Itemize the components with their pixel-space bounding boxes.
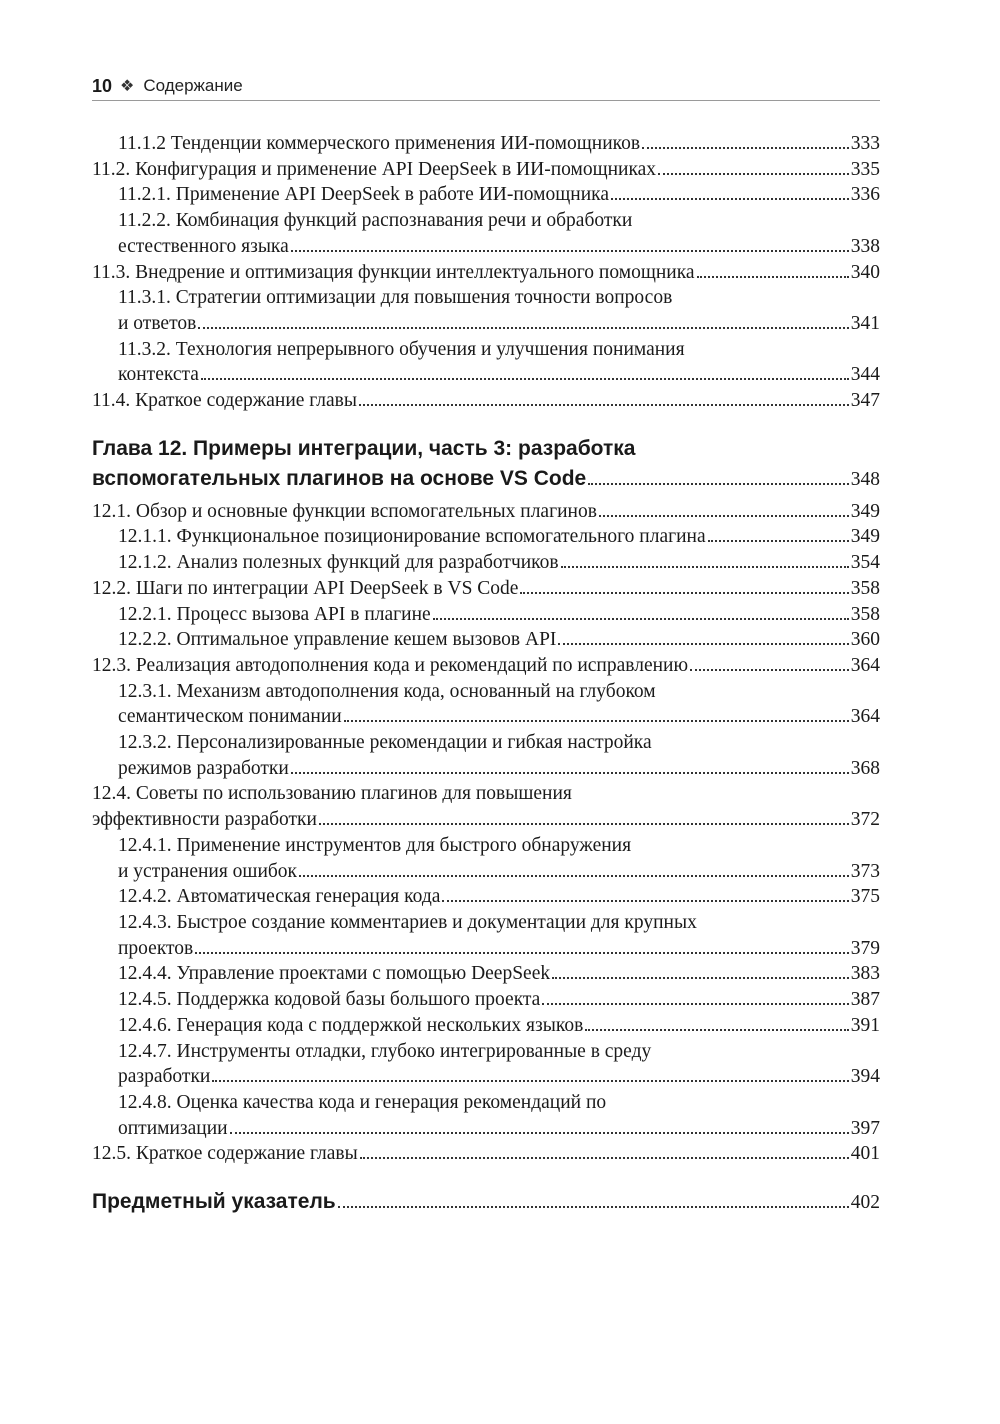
leader-dots (690, 669, 849, 671)
toc-entry-page: 387 (850, 989, 880, 1011)
toc-entry (92, 208, 880, 259)
toc-entry-line (92, 157, 880, 183)
leader-dots (360, 1157, 849, 1159)
toc-entry (92, 602, 880, 628)
leader-dots (201, 378, 849, 380)
toc-entry-title-line: 12.3.1. Механизм автодополнения кода, основанный на глубоком (118, 680, 656, 702)
toc-entry-page: 402 (850, 1192, 880, 1214)
toc-entry-title: 11.2.1. Применение API DeepSeek в работе ИИ-помощника (118, 184, 609, 206)
toc-entry-page: 348 (850, 468, 880, 490)
toc-entry (92, 833, 880, 884)
leader-dots (212, 1080, 848, 1082)
toc-entry-title: 11.3. Внедрение и оптимизация функции интеллектуального помощника (92, 261, 695, 283)
toc-entry-page: 391 (850, 1014, 880, 1036)
toc-entry-title: 11.4. Краткое содержание главы (92, 390, 357, 412)
toc-entry (92, 1141, 880, 1167)
toc-entry-line (118, 961, 880, 987)
toc-entry-page: 333 (850, 133, 880, 154)
toc-entry-title: и устранения ошибок (118, 860, 298, 882)
toc-entry-line (118, 234, 880, 260)
toc-entry-line (92, 653, 880, 679)
toc-entry-title-line: 12.4.7. Инструменты отладки, глубоко интегрированные в среду (118, 1040, 652, 1062)
toc-entry (92, 910, 880, 961)
toc-entry-title: контекста (118, 364, 199, 386)
table-of-contents (92, 131, 880, 1218)
toc-entry-title: разработки (118, 1066, 211, 1088)
toc-entry (92, 987, 880, 1013)
toc-entry-title: 12.4.6. Генерация кода с поддержкой нескольких языков (118, 1014, 584, 1036)
toc-entry-page: 338 (850, 235, 880, 257)
toc-entry (92, 182, 880, 208)
toc-entry-line (118, 859, 880, 885)
toc-entry-page: 340 (850, 261, 880, 283)
toc-entry-line (118, 602, 880, 628)
toc-entry-page: 379 (850, 937, 880, 959)
toc-entry-title-line: 12.4.8. Оценка качества кода и генерация рекомендаций по (118, 1091, 607, 1113)
toc-entry-title-line: 12.4.3. Быстрое создание комментариев и документации для крупных (118, 911, 697, 933)
toc-entry-title: 12.2.1. Процесс вызова API в плагине (118, 603, 431, 625)
toc-entry-line (118, 182, 880, 208)
toc-entry-line (92, 499, 880, 525)
toc-entry-page: 373 (850, 860, 880, 882)
running-header (92, 72, 880, 101)
toc-entry (92, 388, 880, 414)
toc-entry (92, 524, 880, 550)
toc-entry-line (118, 884, 880, 910)
toc-entry-page: 368 (850, 757, 880, 779)
toc-entry-title: 12.4.2. Автоматическая генерация кода (118, 886, 441, 908)
toc-entry-page: 354 (850, 552, 880, 574)
toc-block-chapter-11 (92, 131, 880, 414)
toc-entry (92, 679, 880, 730)
toc-entry-title-line: 11.2.2. Комбинация функций распознавания речи и обработки (118, 210, 633, 232)
leader-dots (433, 618, 849, 620)
leader-dots (588, 483, 849, 485)
toc-entry-line (118, 704, 880, 730)
leader-dots (442, 900, 848, 902)
leader-dots (338, 1206, 849, 1208)
toc-entry-title: 11.2. Конфигурация и применение API DeepSeek в ИИ-помощниках (92, 158, 657, 180)
leader-dots (542, 1003, 848, 1005)
toc-entry-line (118, 311, 880, 337)
toc-entry-title: семантическом понимании (118, 706, 342, 728)
toc-entry-line (92, 807, 880, 833)
leader-dots (198, 327, 848, 329)
toc-entry-page: 335 (850, 158, 880, 180)
toc-entry-title: 12.1. Обзор и основные функции вспомогательных плагинов (92, 500, 597, 522)
toc-entry-page: 401 (850, 1143, 880, 1165)
toc-entry-title: 12.3. Реализация автодополнения кода и рекомендаций по исправлению (92, 654, 689, 676)
toc-entry-page: 375 (850, 886, 880, 908)
toc-entry-page: 364 (850, 706, 880, 728)
leader-dots (697, 276, 849, 278)
toc-entry (92, 1039, 880, 1090)
leader-dots (195, 952, 848, 954)
leader-dots (230, 1132, 849, 1134)
toc-entry (92, 627, 880, 653)
toc-entry-line (118, 131, 880, 157)
toc-entry-line (92, 388, 880, 414)
toc-entry-page: 372 (850, 809, 880, 831)
toc-entry-line (118, 627, 880, 653)
toc-entry (92, 285, 880, 336)
toc-entry (92, 1090, 880, 1141)
leader-dots (611, 198, 849, 200)
leader-dots (599, 515, 849, 517)
toc-entry-page: 336 (850, 184, 880, 206)
toc-entry-title: и ответов (118, 312, 197, 334)
toc-entry-page: 397 (850, 1117, 880, 1139)
toc-entry-page: 349 (850, 500, 880, 522)
toc-entry-line (92, 1187, 880, 1218)
toc-entry-title: вспомогательных плагинов на основе VS Code (92, 466, 587, 490)
chapter-heading (92, 434, 880, 495)
toc-entry (92, 1013, 880, 1039)
leader-dots (585, 1029, 848, 1031)
toc-chapter-12 (92, 434, 880, 495)
leader-dots (520, 592, 848, 594)
toc-entry-title-line: 11.3.1. Стратегии оптимизации для повышения точности вопросов (118, 287, 673, 309)
leader-dots (558, 643, 848, 645)
toc-entry-title: 12.2.2. Оптимальное управление кешем вызовов API (118, 629, 557, 651)
toc-entry-line (118, 362, 880, 388)
toc-entry-title: проектов (118, 937, 194, 959)
toc-entry-line (118, 1064, 880, 1090)
toc-entry (92, 550, 880, 576)
toc-entry-page: 344 (850, 364, 880, 386)
toc-entry-title: оптимизации (118, 1117, 228, 1139)
toc-entry (92, 781, 880, 832)
leader-dots (708, 540, 849, 542)
toc-entry (92, 157, 880, 183)
leader-dots (642, 147, 849, 149)
toc-entry-title: 12.4.4. Управление проектами с помощью DeepSeek (118, 963, 551, 985)
toc-entry-page: 347 (850, 390, 880, 412)
toc-entry-title: естественного языка (118, 235, 289, 257)
toc-entry (92, 260, 880, 286)
toc-entry-line (92, 464, 880, 495)
toc-entry-line (118, 1116, 880, 1142)
toc-entry-line (118, 524, 880, 550)
toc-entry-line (118, 1013, 880, 1039)
toc-entry-title: 12.1.2. Анализ полезных функций для разработчиков (118, 552, 559, 574)
toc-entry-line (92, 1141, 880, 1167)
toc-entry-title-line: 12.3.2. Персонализированные рекомендации и гибкая настройка (118, 732, 652, 754)
toc-entry-title-line: 12.4.1. Применение инструментов для быстрого обнаружения (118, 834, 632, 856)
toc-entry-line (118, 987, 880, 1013)
toc-entry (92, 337, 880, 388)
leader-dots (344, 720, 849, 722)
toc-entry-page: 360 (850, 629, 880, 651)
toc-entry-line (118, 936, 880, 962)
toc-entry (92, 884, 880, 910)
toc-entry (92, 576, 880, 602)
toc-entry (92, 653, 880, 679)
toc-entry-title-line: 11.3.2. Технология непрерывного обучения и улучшения понимания (118, 338, 685, 360)
leader-dots (291, 250, 849, 252)
toc-entry-line (92, 576, 880, 602)
toc-entry-title: 11.1.2 Тенденции коммерческого применения ИИ-помощников (118, 133, 641, 154)
toc-entry-page: 341 (850, 312, 880, 334)
leader-dots (291, 772, 849, 774)
toc-entry-title-line: Глава 12. Примеры интеграции, часть 3: разработка (92, 436, 636, 460)
leader-dots (561, 566, 849, 568)
index-heading (92, 1187, 880, 1218)
toc-entry-title-line: 12.4. Советы по использованию плагинов для повышения (92, 783, 572, 805)
toc-entry (92, 131, 880, 157)
toc-entry-title: 12.5. Краткое содержание главы (92, 1143, 358, 1165)
toc-entry (92, 499, 880, 525)
toc-entry-title: режимов разработки (118, 757, 289, 779)
toc-entry-page: 358 (850, 603, 880, 625)
toc-entry-page: 383 (850, 963, 880, 985)
toc-entry-line (118, 550, 880, 576)
toc-block-chapter-12 (92, 499, 880, 1167)
leader-dots (319, 823, 849, 825)
toc-index (92, 1187, 880, 1218)
toc-entry-page: 358 (850, 577, 880, 599)
leader-dots (359, 404, 849, 406)
toc-entry-title: 12.1.1. Функциональное позиционирование вспомогательного плагина (118, 526, 706, 548)
page-number: 10 (92, 75, 113, 96)
toc-entry-title: 12.2. Шаги по интеграции API DeepSeek в VS Code (92, 577, 519, 599)
toc-entry-line (92, 260, 880, 286)
header-title: Содержание (143, 76, 243, 95)
leader-dots (658, 173, 849, 175)
toc-entry (92, 730, 880, 781)
toc-entry-page: 394 (850, 1066, 880, 1088)
toc-entry-page: 349 (850, 526, 880, 548)
toc-entry-title: эффективности разработки (92, 809, 317, 831)
toc-entry (92, 961, 880, 987)
toc-entry-title: 12.4.5. Поддержка кодовой базы большого проекта (118, 989, 541, 1011)
toc-entry-line (118, 756, 880, 782)
toc-entry-page: 364 (850, 654, 880, 676)
leader-dots (299, 875, 849, 877)
ornament-icon: ❖ (120, 78, 135, 95)
toc-entry-title: Предметный указатель (92, 1190, 336, 1214)
leader-dots (552, 977, 849, 979)
